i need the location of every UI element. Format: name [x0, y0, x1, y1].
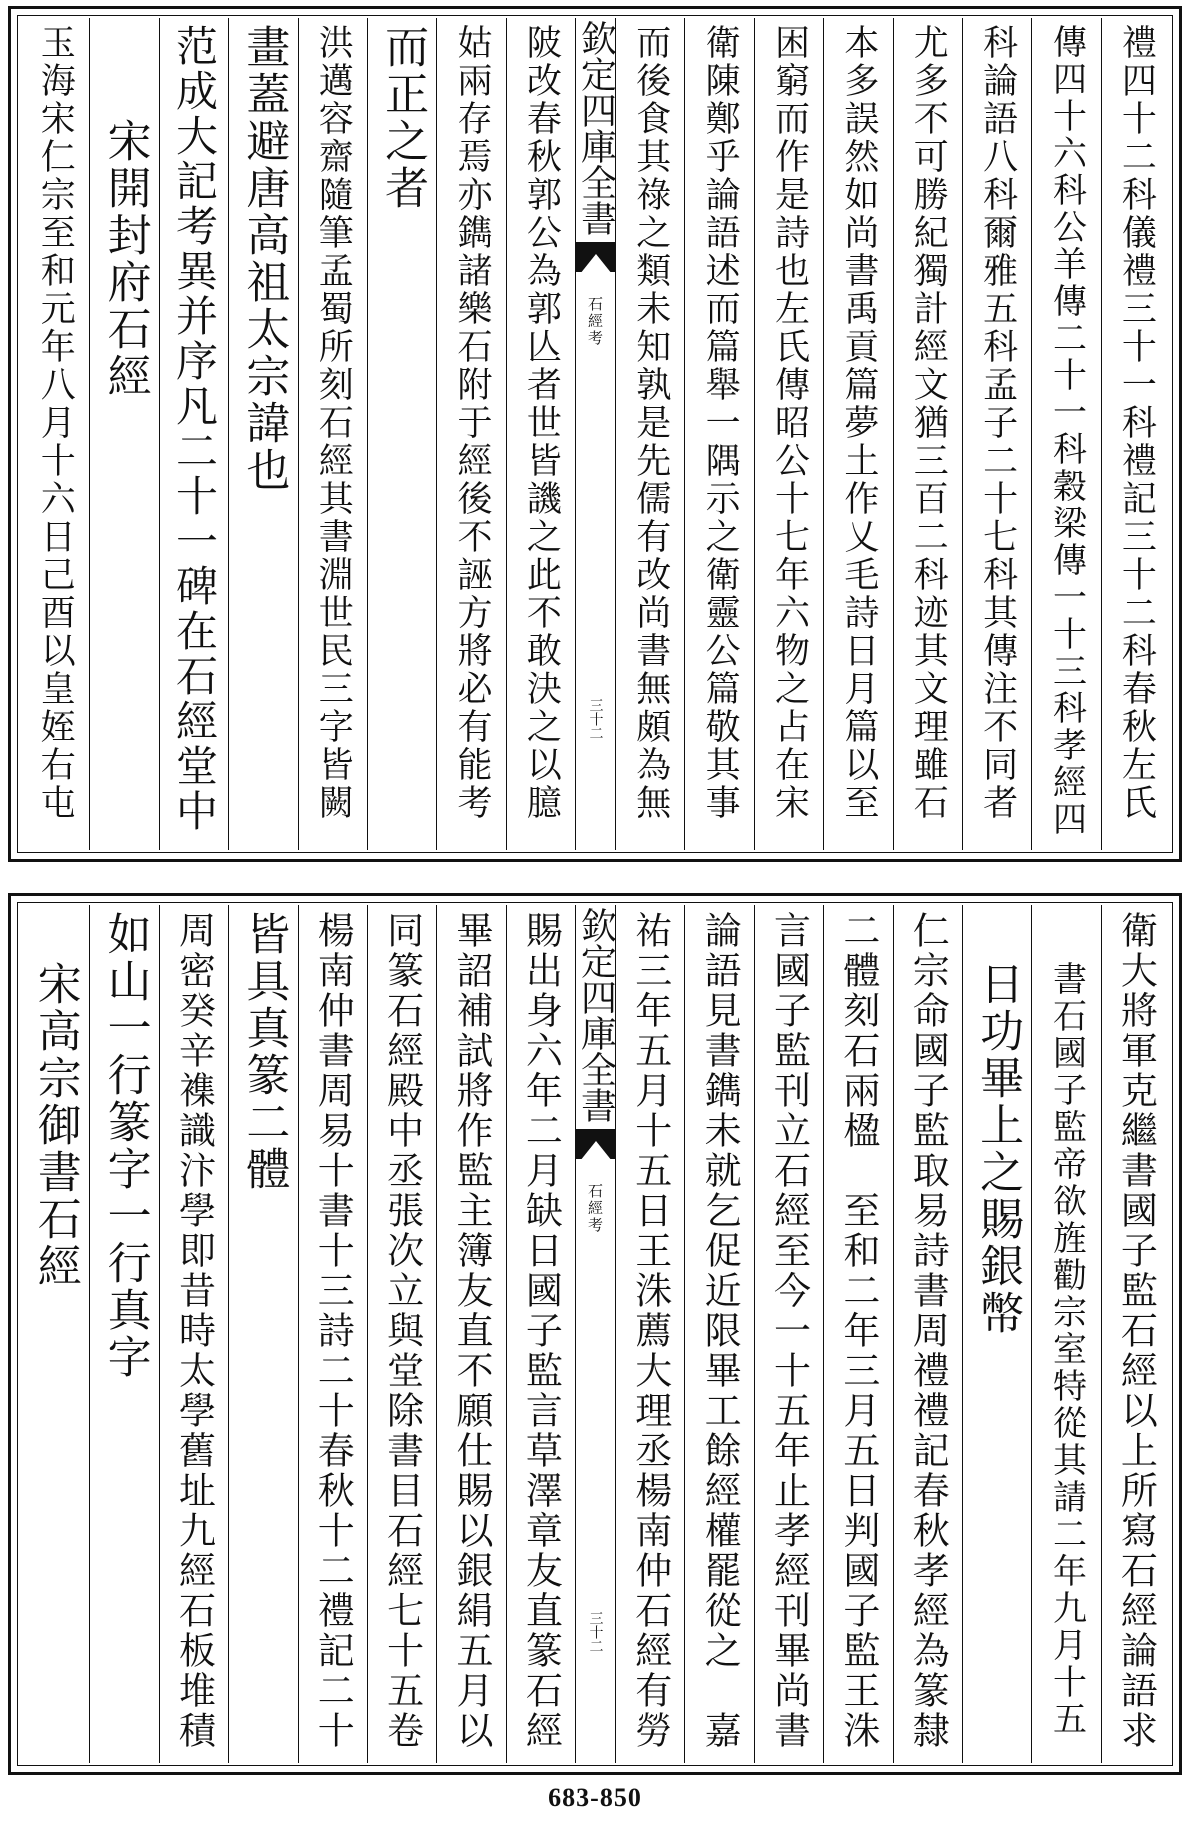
column-container-bottom — [20, 905, 1170, 1763]
book-title: 欽定四庫全書 — [575, 20, 617, 236]
page-bottom — [8, 893, 1182, 1775]
column-text: 宋高宗御書石經 — [29, 961, 81, 1290]
text-column — [228, 905, 297, 1763]
text-column — [159, 905, 228, 1763]
text-column — [1031, 905, 1100, 1763]
text-column — [20, 905, 89, 1763]
text-column — [754, 905, 823, 1763]
text-column — [754, 18, 823, 850]
center-fold-column — [575, 905, 615, 1763]
text-column — [20, 18, 89, 850]
text-column — [684, 18, 753, 850]
column-text: 楊南仲書周易十書十三詩二十春秋十二禮記二十 — [311, 911, 355, 1751]
column-text: 論語見書鐫未就乞促近限畢工餘經權罷從之 嘉 — [698, 911, 742, 1751]
column-text: 周密癸辛襍識汴學即昔時太學舊址九經石板堆積 — [172, 911, 216, 1751]
column-text: 二體刻石兩楹 至和二年三月五日判國子監王洙 — [836, 911, 880, 1751]
column-text: 同篆石經殿中丞張次立與堂除書目石經七十五卷 — [380, 911, 424, 1751]
column-text: 宋開封府石經 — [99, 118, 151, 400]
text-column — [298, 18, 367, 850]
text-column — [436, 905, 505, 1763]
text-column — [962, 18, 1031, 850]
column-text: 畫蓋避唐高祖太宗諱也 — [238, 24, 290, 494]
column-text: 言國子監刊立石經至今一十五年止孝經刊畢尚書 — [767, 911, 811, 1751]
text-column — [506, 905, 575, 1763]
column-text: 衛大將軍克繼書國子監石經以上所寫石經論語求 — [1114, 911, 1158, 1751]
text-column — [159, 18, 228, 850]
text-column — [298, 905, 367, 1763]
text-column — [615, 18, 684, 850]
column-text: 玉海宋仁宗至和元年八月十六日己酉以皇姪右屯 — [35, 24, 76, 822]
column-text: 而正之者 — [377, 24, 429, 212]
center-fold-column — [575, 18, 615, 850]
column-text: 賜出身六年二月缺日國子監言草澤章友直篆石經 — [519, 911, 563, 1751]
chapter-title: 石經考 — [586, 296, 604, 347]
column-text: 畢詔補試將作監主簿友直不願仕賜以銀絹五月以 — [449, 911, 493, 1751]
folio-number: 三十二 — [587, 698, 604, 740]
text-column — [893, 18, 962, 850]
column-text: 傳四十六科公羊傳二十一科穀梁傳一十三科孝經四 — [1046, 24, 1087, 838]
text-column — [893, 905, 962, 1763]
page-number-footer: 683-850 — [548, 1783, 642, 1812]
column-text: 日功畢上之賜銀幣 — [972, 961, 1024, 1337]
text-column — [615, 905, 684, 1763]
fishtail-mark-icon — [576, 1129, 615, 1169]
text-column — [89, 18, 158, 850]
column-text: 姑兩存焉亦鐫諸樂石附于經後不誣方將必有能考 — [451, 24, 492, 822]
column-text: 而後食其祿之類未知孰是先儒有改尚書無頗為無 — [630, 24, 671, 822]
text-column — [367, 18, 436, 850]
text-column — [1101, 18, 1170, 850]
column-text: 如山一行篆字一行真字 — [99, 911, 151, 1381]
column-container-top — [20, 18, 1170, 850]
column-text: 本多誤然如尚書禹貢篇夢土作乂毛詩日月篇以至 — [838, 24, 879, 822]
text-column — [89, 905, 158, 1763]
chapter-title: 石經考 — [586, 1183, 604, 1234]
column-text: 洪邁容齋隨筆孟蜀所刻石經其書淵世民三字皆闕 — [313, 24, 354, 822]
column-text: 書石國子監帝欲旌勸宗室特從其請二年九月十五 — [1046, 961, 1087, 1738]
text-column — [367, 905, 436, 1763]
column-text: 陂改春秋郭公為郭亾者世皆譏之此不敢決之以臆 — [521, 24, 562, 822]
text-column — [684, 905, 753, 1763]
column-text: 禮四十二科儀禮三十一科禮記三十二科春秋左氏 — [1116, 24, 1157, 822]
folio-number: 三十二 — [587, 1611, 604, 1653]
column-text: 仁宗命國子監取易詩書周禮禮記春秋孝經為篆隸 — [906, 911, 950, 1751]
book-title: 欽定四庫全書 — [575, 907, 617, 1123]
text-column — [823, 905, 892, 1763]
column-text: 尤多不可勝紀獨計經文猶三百二科迹其文理雖石 — [908, 24, 949, 822]
column-text: 科論語八科爾雅五科孟子二十七科其傳注不同者 — [977, 24, 1018, 822]
column-text: 困窮而作是詩也左氏傳昭公十七年六物之占在宋 — [769, 24, 810, 822]
text-column — [506, 18, 575, 850]
column-text: 皆具真篆二體 — [238, 911, 290, 1193]
page-top — [8, 6, 1182, 862]
column-text: 范成大記考異并序凡二十一碑在石經堂中 — [169, 24, 219, 834]
text-column — [1101, 905, 1170, 1763]
fishtail-mark-icon — [576, 242, 615, 282]
text-column — [436, 18, 505, 850]
column-text: 衛陳鄭乎論語述而篇舉一隅示之衛靈公篇敬其事 — [700, 24, 741, 822]
text-column — [228, 18, 297, 850]
text-column — [962, 905, 1031, 1763]
column-text: 祐三年五月十五日王洙薦大理丞楊南仲石經有勞 — [628, 911, 672, 1751]
text-column — [823, 18, 892, 850]
text-column — [1031, 18, 1100, 850]
